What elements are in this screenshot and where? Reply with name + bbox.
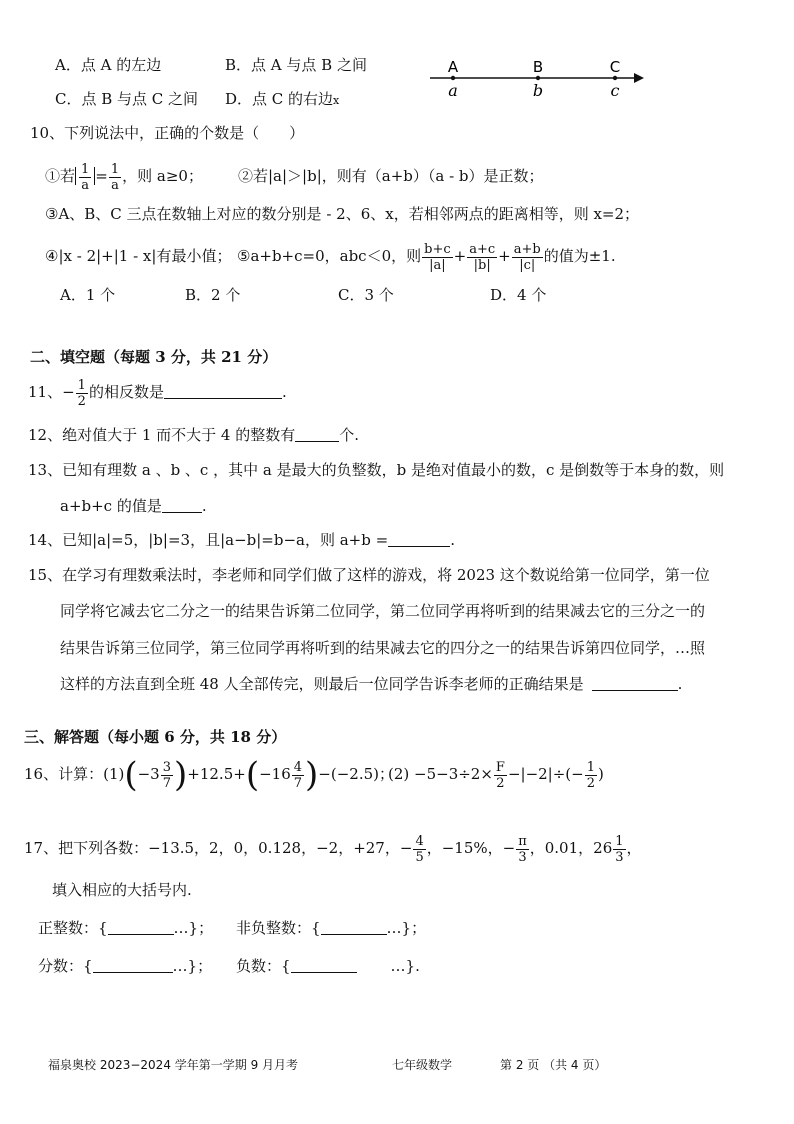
q13-answer-blank[interactable] [162, 498, 202, 513]
footer-school-exam: 福泉奥校 2023−2024 学年第一学期 9 月月考 [48, 1058, 299, 1072]
point-c-dot [613, 76, 617, 80]
q9-option-d-text: D．点 C 的右边 [225, 90, 334, 108]
value-b-label: b [532, 81, 544, 100]
q13-line-1: 13、已知有理数 a 、b 、c ，其中 a 是最大的负整数，b 是绝对值最小的数，c 是倒数等于本身的数，则 [28, 461, 725, 479]
q14-answer-blank[interactable] [388, 532, 450, 547]
q10-option-a: A．1 个 [60, 286, 116, 304]
negatives-blank[interactable] [291, 958, 357, 973]
positive-integers-blank[interactable] [108, 920, 174, 935]
q12-answer-blank[interactable] [295, 427, 339, 442]
q10-s1-prefix: ①若 [45, 167, 76, 185]
q17-non-negative: 非负整数：{ …}； [236, 919, 427, 937]
q14: 14、已知|a|=5，|b|=3，且|a−b|=b−a，则 a+b = . [28, 531, 455, 549]
footer-page-number: 第 2 页 （共 4 页） [500, 1058, 607, 1072]
q10-option-b: B．2 个 [185, 286, 241, 304]
q17-positive-integers: 正整数：{ …}； [38, 919, 214, 937]
q10-statement-3: ③A、B、C 三点在数轴上对应的数分别是 - 2、6、x，若相邻两点的距离相等，则 x=2； [45, 205, 640, 223]
q9-option-d-mark: x [333, 94, 340, 107]
q15-line-2: 同学将它减去它二分之一的结果告诉第二位同学，第二位同学再将听到的结果减去它的三分之一的 [60, 602, 706, 620]
q11: 11、− $\frac{1}{2}$ 的相反数是 . [28, 377, 287, 409]
q9-option-a: A．点 A 的左边 [55, 56, 162, 74]
q9-option-c: C．点 B 与点 C 之间 [55, 90, 199, 108]
q9-option-b: B．点 A 与点 B 之间 [225, 56, 367, 74]
q13-line-2: a+b+c 的值是 . [60, 497, 207, 515]
fractions-blank[interactable] [93, 958, 173, 973]
q10-statement-4: ④|x - 2|+|1 - x|有最小值； [45, 247, 232, 265]
q16-part-2: (2) −5−3÷2× $\frac{F}{2}$ −|−2|÷(− $\frac{1}{2}$ ) [388, 759, 604, 791]
point-a-dot [451, 76, 455, 80]
point-c-label: C [609, 58, 621, 76]
value-a-label: a [448, 81, 458, 100]
value-c-label: c [610, 81, 620, 100]
q10-stem: 10、下列说法中，正确的个数是（ ） [30, 124, 305, 142]
point-b-label: B [532, 58, 544, 76]
q9-option-d [225, 89, 339, 111]
q17-line-1: 17、把下列各数：−13.5，2，0，0.128，−2，+27，− $\frac{4}{5}$ ，−15%，− $\frac{\pi}{3}$ ，0.01，26 $\frac{1}{3}$ ， [24, 833, 642, 865]
q10-statement-5: ⑤a+b+c=0，abc＜0，则 $\frac{b+c}{|a|}$ + $\frac{a+c}{|b|}$ + $\frac{a+b}{|c|}$ 的值为±1. [237, 241, 616, 273]
q10-s1-abs: $\frac{1}{a}$ [75, 167, 95, 185]
section-2-title: 二、填空题（每题 3 分，共 21 分） [30, 348, 278, 366]
q15-line-4: 这样的方法直到全班 48 人全部传完，则最后一位同学告诉李老师的正确结果是 . [60, 675, 683, 693]
point-b-dot [536, 76, 540, 80]
q11-answer-blank[interactable] [164, 384, 282, 399]
q15-line-1: 15、在学习有理数乘法时，李老师和同学们做了这样的游戏，将 2023 这个数说给第一位同学，第一位 [28, 566, 710, 584]
point-a-label: A [447, 58, 459, 76]
q10-option-c: C．3 个 [338, 286, 394, 304]
q10-option-d: D．4 个 [490, 286, 547, 304]
footer-subject: 七年级数学 [392, 1058, 453, 1072]
q10-statement-1: ①若 $\frac{1}{a}$ = $\frac{1}{a}$ ，则 a≥0； [45, 161, 203, 193]
q15-answer-blank[interactable] [592, 676, 678, 691]
q17-fractions: 分数：{ …}； [38, 957, 213, 975]
non-negative-blank[interactable] [321, 920, 387, 935]
q17-negatives: 负数：{ …}. [236, 957, 420, 975]
q12: 12、绝对值大于 1 而不大于 4 的整数有 个. [28, 426, 360, 444]
number-line-figure [420, 52, 650, 102]
q17-line-2: 填入相应的大括号内. [52, 881, 192, 899]
q10-statement-2: ②若|a|＞|b|，则有（a+b）（a - b）是正数； [238, 167, 544, 185]
q16-part-1: 16、计算：(1)(−3 $\frac{3}{7}$ )+12.5+(−16 $\frac{4}{7}$ )−(−2.5)； [24, 755, 394, 795]
number-line-arrow [634, 73, 644, 83]
q15-line-3: 结果告诉第三位同学，第三位同学再将听到的结果减去它的四分之一的结果告诉第四位同学，…照 [60, 639, 706, 657]
section-3-title: 三、解答题（每小题 6 分，共 18 分） [24, 728, 287, 746]
